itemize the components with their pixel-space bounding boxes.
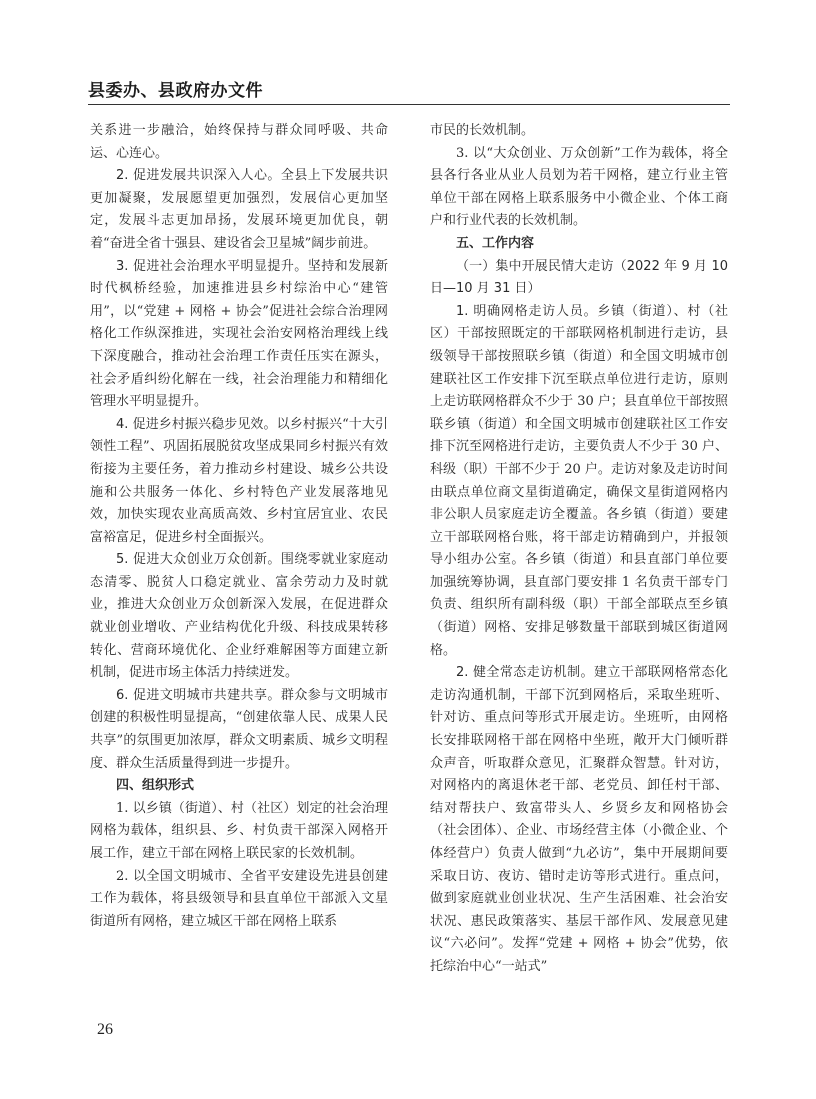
paragraph: 3. 以“大众创业、万众创新”工作为载体，将全县各行各业从业人员划为若干网格，建立行业主管单位干部在网格上联系服务中小微企业、个体工商户和行业代表的长效机制。 — [430, 145, 728, 229]
paragraph: 市民的长效机制。 — [430, 123, 535, 138]
paragraph — [90, 549, 388, 685]
paragraph — [90, 414, 388, 550]
paragraph — [90, 165, 388, 255]
paragraph-lead: 2. 促进发展共识深入人心。 — [116, 168, 281, 184]
paragraph-body: 以乡村振兴“十大引领性工程”、巩固拓展脱贫攻坚成果同乡村振兴有效衔接为主要任务，着力推动乡村建设、城乡公共设施和公共服务一体化、乡村特色产业发展落地见效，加快实现农业高质高效、乡村宜居宜业、农民富裕富足，促进乡村全面振兴。 — [90, 416, 388, 545]
paragraph-body: 群众参与文明城市创建的积极性明显提高，“创建依靠人民、成果人民共享”的氛围更加浓厚，群众文明素质、城乡文明程度、群众生活质量得到进一步提升。 — [90, 687, 388, 771]
paragraph-body: 建立干部联网格常态化走访沟通机制，干部下沉到网格后，采取坐班听、针对访、重点问等形式开展走访。坐班听，由网格长安排联网格干部在网格中坐班，敞开大门倾听群众声音，听取群众意见，汇聚群众智慧。针对访，对网格内的离退休老干部、老党员、卸任村干部、结对帮扶户、致富带头人、乡贤乡友和网格协会（社会团体）、企业、市场经营主体（小微企业、个体经营户）负责人做到“九必访”，集中开展期间要采取日访、夜访、错时走访等形式进行。重点问，做到家庭就业创业状况、生产生活困难、社会治安状况、惠民政策落实、基层干部作风、发展意见建议“六必问”。发挥“党建 + 网格 + 协会”优势，依托综治中心“一站式” — [430, 665, 728, 974]
paragraph-lead: 6. 促进文明城市共建共享。 — [116, 687, 281, 703]
paragraph — [430, 662, 728, 978]
right-column — [430, 120, 728, 979]
paragraph-lead: 3. 促进社会治理水平明显提升。 — [116, 258, 308, 274]
paragraph — [430, 301, 728, 663]
section-heading: 四、组织形式 — [116, 778, 195, 794]
paragraph: 1. 以乡镇（街道）、村（社区）划定的社会治理网格为载体，组织县、乡、村负责干部深入网格开展工作，建立干部在网格上联民家的长效机制。 — [90, 800, 388, 861]
section-heading: 五、工作内容 — [456, 235, 535, 251]
paragraph-body: 围绕零就业家庭动态清零、脱贫人口稳定就业、富余劳动力及时就业，推进大众创业万众创新深入发展，在促进群众就业创业增收、产业结构优化升级、科技成果转移转化、营商环境优化、企业纾难解困等方面建立新机制，促进市场主体活力持续迸发。 — [90, 552, 388, 681]
page-number: 26 — [97, 1021, 113, 1038]
paragraph-lead: 1. 明确网格走访人员。 — [456, 303, 598, 319]
paragraph-lead: 2. 健全常态走访机制。 — [456, 665, 594, 681]
paragraph — [90, 685, 388, 775]
header-divider — [88, 104, 730, 105]
paragraph-body: 全县上下发展共识更加凝聚，发展愿望更加强烈，发展信心更加坚定，发展斗志更加昂扬，发展环境更加优良，朝着“奋进全省十强县、建设省会卫星城”阔步前进。 — [90, 168, 388, 251]
paragraph-lead: 5. 促进大众创业万众创新。 — [116, 552, 281, 568]
subsection-heading: （一）集中开展民情大走访（2022 年 9 月 10 日—10 月 31 日） — [430, 258, 728, 297]
running-header: 县委办、县政府办文件 — [88, 81, 263, 101]
paragraph-body: 乡镇（街道）、村（社区）干部按照既定的干部联网格机制进行走访，县级领导干部按照联乡镇（街道）和全国文明城市创建联社区工作安排下沉至联点单位进行走访，原则上走访联网格群众不少于 30 户；县直单位干部按照联乡镇（街道）和全国文明城市创建联社区工作安排下沉至网格进行走访，主要负责人不少于 30 户、科级（职）干部不少于 20 户。走访对象及走访时间由联点单位商文星街道确定，确保文星街道网格内非公职人员家庭走访全覆盖。各乡镇（街道）要建立干部联网格台账，将干部走访精确到户，并报领导小组办公室。各乡镇（街道）和县直部门单位要加强统筹协调，县直部门要安排 1 名负责干部专门负责、组织所有副科级（职）干部全部联点至乡镇（街道）网格、安排足够数量干部联到城区街道网格。 — [430, 303, 728, 658]
paragraph-lead: 4. 促进乡村振兴稳步见效。 — [116, 416, 277, 432]
paragraph: 2. 以全国文明城市、全省平安建设先进县创建工作为载体，将县级领导和县直单位干部派入文星街道所有网格，建立城区干部在网格上联系 — [90, 868, 388, 929]
paragraph: 关系进一步融洽，始终保持与群众同呼吸、共命运、心连心。 — [90, 123, 388, 161]
paragraph — [90, 256, 388, 414]
paragraph-body: 坚持和发展新时代枫桥经验，加速推进县乡村综治中心“建管用”，以“党建 + 网格 + 协会”促进社会综合治理网格化工作纵深推进，实现社会治安网格治理线上线下深度融合，推动社会治理工作责任压实在源头，社会矛盾纠纷化解在一线，社会治理能力和精细化管理水平明显提升。 — [90, 258, 388, 410]
left-column — [90, 120, 388, 933]
